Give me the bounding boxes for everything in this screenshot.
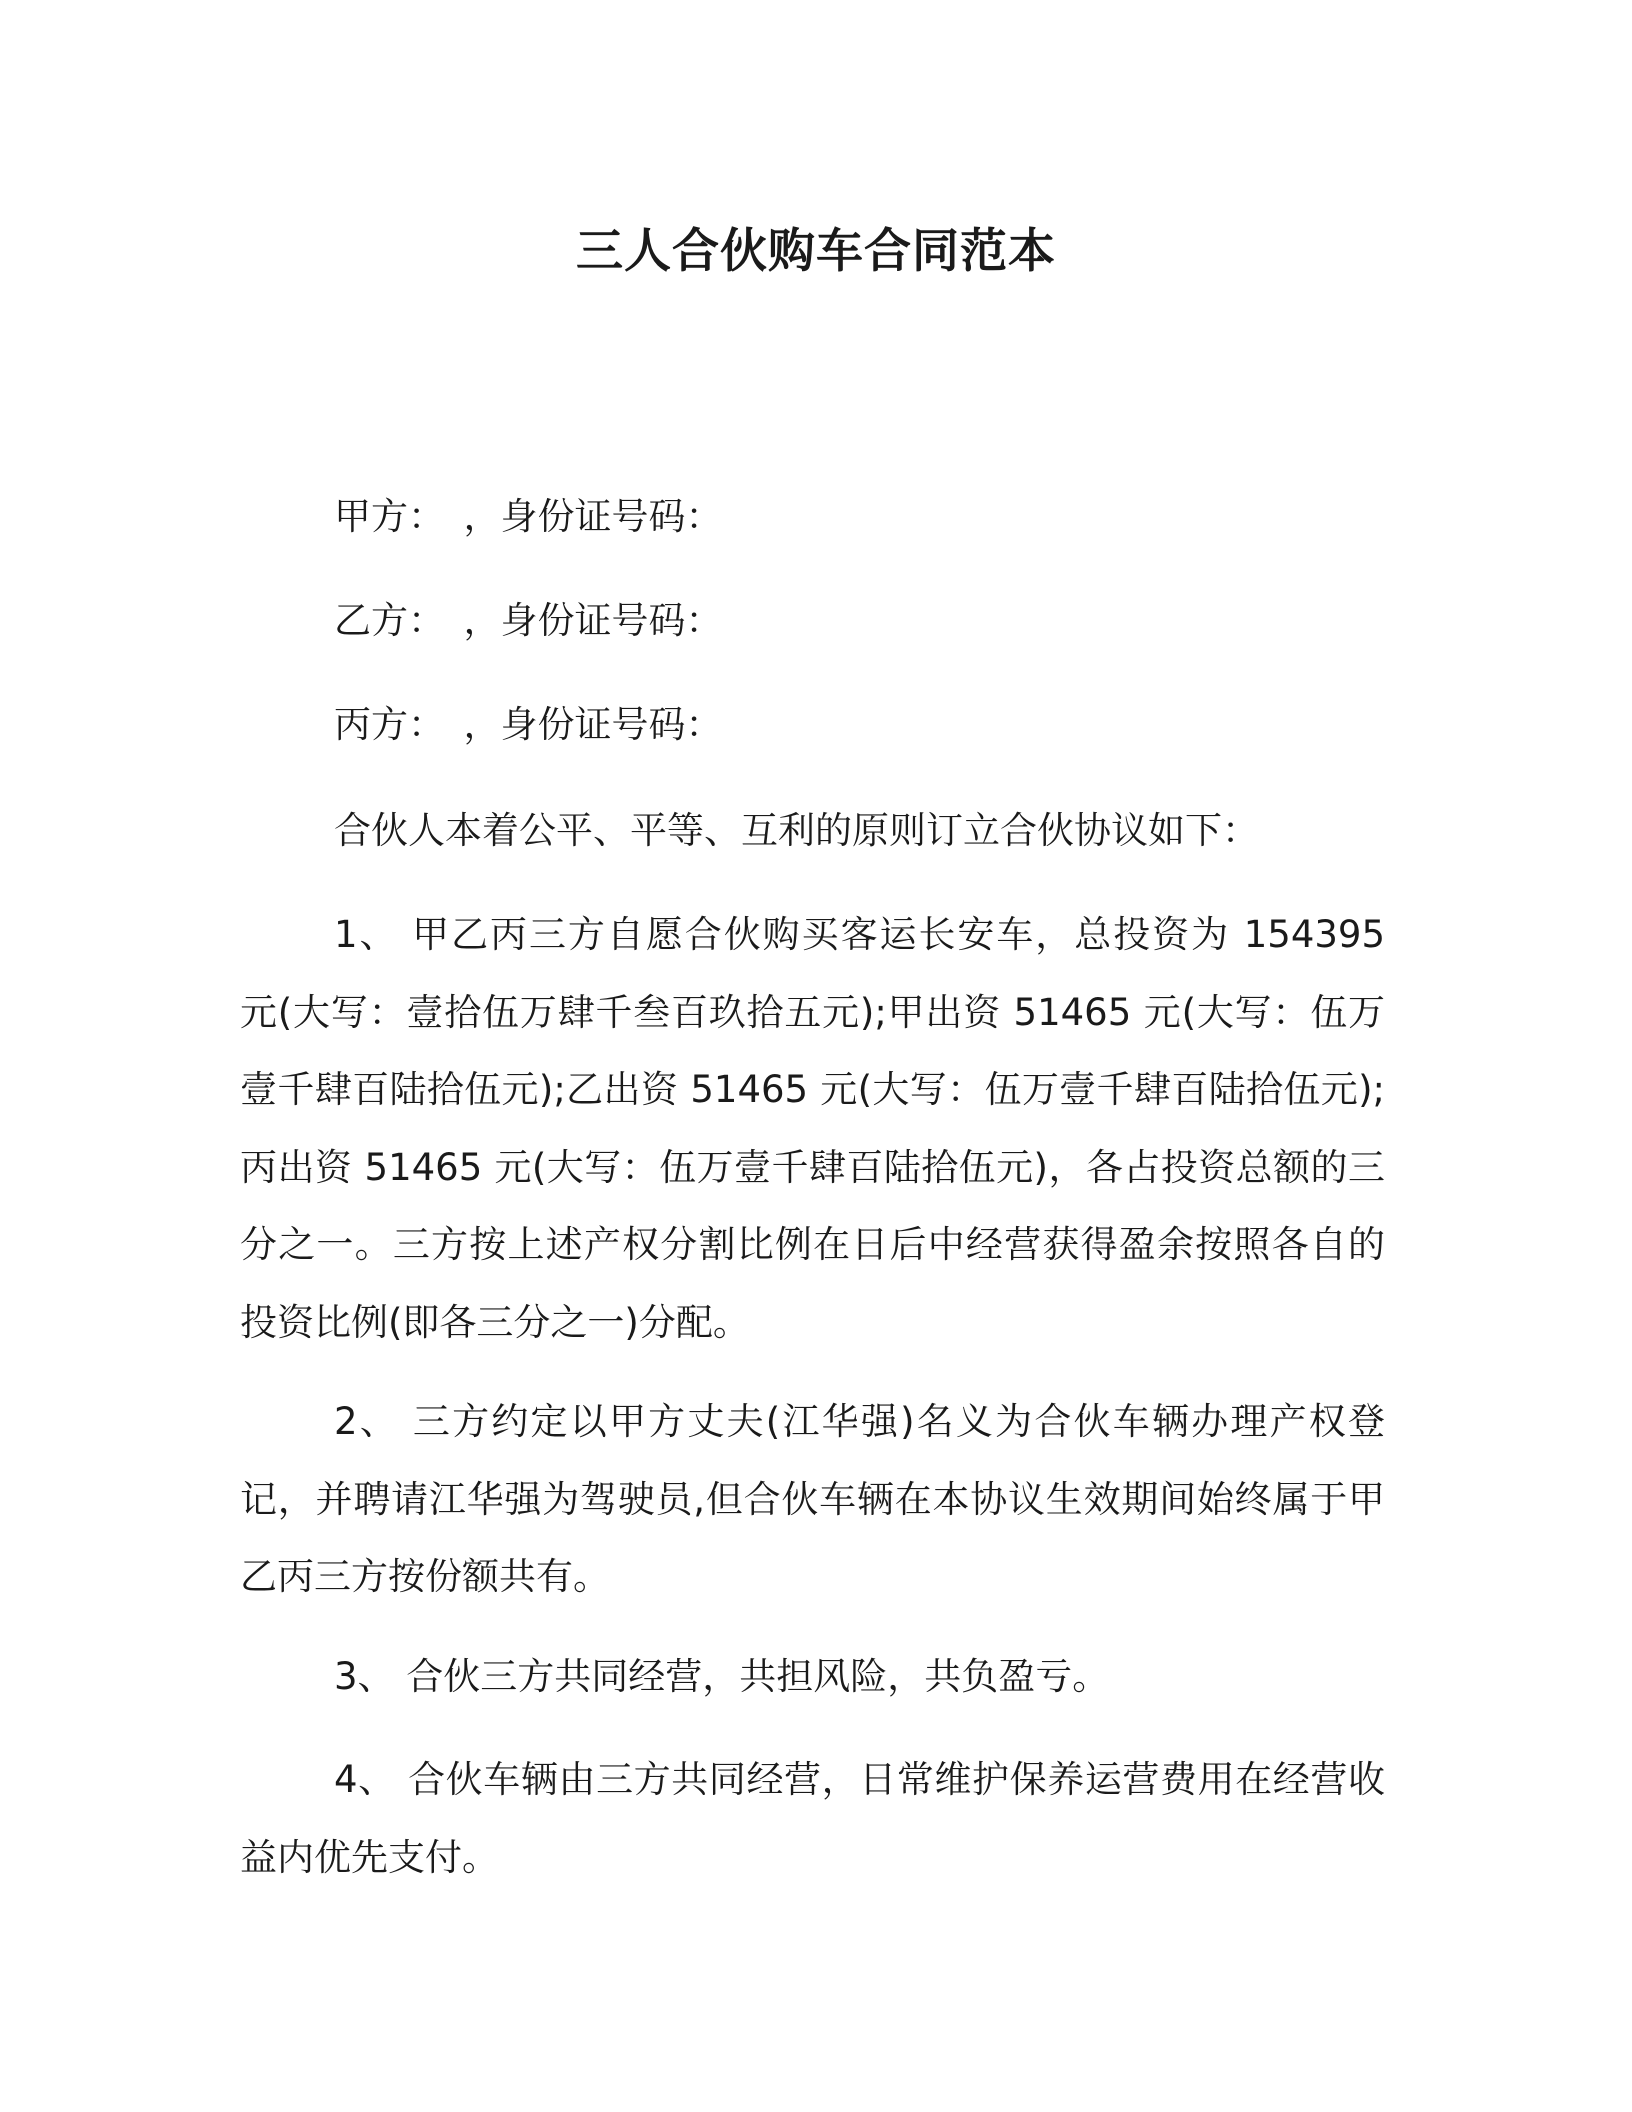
clause-4: 4、 合伙车辆由三方共同经营，日常维护保养运营费用在经营收益内优先支付。 bbox=[240, 1758, 1385, 1879]
clause-1: 1、 甲乙丙三方自愿合伙购买客运长安车，总投资为 154395 元(大写：壹拾伍万肆千叁百玖拾五元);甲出资 51465 元(大写：伍万壹千肆百陆拾伍元);乙出资 51465 元(大写：伍万壹千肆百陆拾伍元);丙出资 51465 元(大写：伍万壹千肆百陆拾伍元)，各占投资总额的三分之一。三方按上述产权分割比例在日后中经营获得盈余按照各自的投资比例(即各三分之一)分配。 bbox=[240, 913, 1385, 1344]
party-a-line: 甲方： ，身份证号码： bbox=[334, 495, 723, 538]
clause-3: 3、 合伙三方共同经营，共担风险，共负盈亏。 bbox=[334, 1655, 1110, 1698]
party-c-line: 丙方： ，身份证号码： bbox=[334, 703, 723, 746]
clause-2: 2、 三方约定以甲方丈夫(江华强)名义为合伙车辆办理产权登记，并聘请江华强为驾驶员,但合伙车辆在本协议生效期间始终属于甲乙丙三方按份额共有。 bbox=[240, 1400, 1385, 1598]
party-b-line: 乙方： ，身份证号码： bbox=[334, 599, 723, 642]
document-title: 三人合伙购车合同范本 bbox=[576, 224, 1056, 279]
intro-paragraph: 合伙人本着公平、平等、互利的原则订立合伙协议如下： bbox=[334, 809, 1259, 852]
